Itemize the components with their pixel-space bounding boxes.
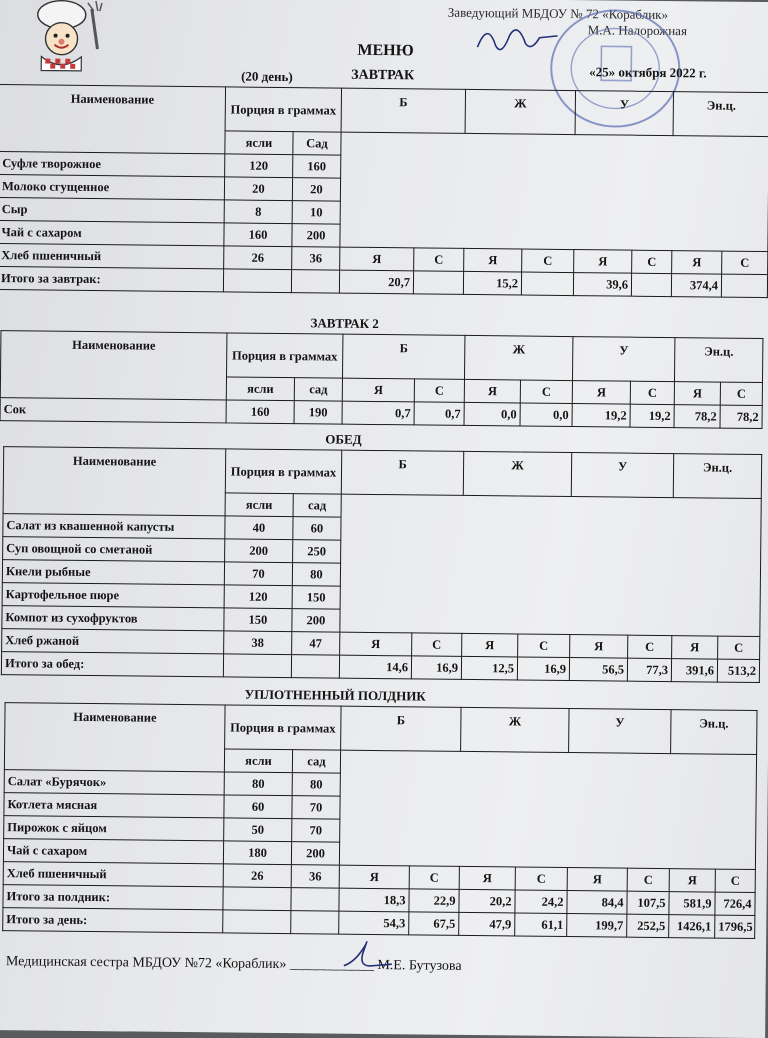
breakfast-table [0,84,768,298]
col-header-garden: сад [293,494,341,518]
total-value: 513,2 [717,659,759,682]
nursery-portion: 26 [224,246,292,270]
sub-header-nursery: Я [464,248,522,272]
col-header-portion: Порция в граммах [225,449,341,494]
sub-header-garden: С [522,249,574,273]
day-total-value: 1426,1 [669,915,715,938]
blank-area [340,494,761,636]
col-header-carbs: У [575,91,673,136]
garden-portion: 80 [292,563,340,587]
day-total-value: 61,1 [515,913,567,937]
total-value: 726,4 [715,892,755,915]
col-header-protein: Б [341,450,463,495]
total-label: Итого за завтрак: [0,267,224,292]
nurse-name: М.Е. Бутузова [377,958,462,974]
col-header-garden: сад [292,750,340,774]
lunch-title: ОБЕД [325,431,362,447]
blank-area [339,750,756,869]
col-header-fat: Ж [463,451,571,496]
day-total-value: 1796,5 [715,915,755,938]
col-header-carbs: У [569,709,671,754]
col-header-fat: Ж [461,707,569,752]
nutrient-value: 19,2 [630,404,674,427]
dish-name: Компот из сухофруктов [2,606,224,631]
nutrient-value: 78,2 [720,405,762,428]
sub-header-garden: С [628,635,672,658]
sub-header-garden: С [715,869,755,892]
total-value [631,273,671,296]
sub-header-garden: С [720,382,762,405]
nursery-portion: 8 [224,200,292,224]
col-header-portion: Порция в граммах [225,705,341,750]
garden-portion: 47 [292,632,340,656]
snack-table [2,702,757,939]
dish-name: Хлеб пшеничный [3,862,223,887]
nursery-portion: 200 [225,539,293,563]
total-value: 581,9 [669,892,715,915]
col-header-nursery: ясли [224,749,292,773]
total-label: Итого за обед: [1,652,223,677]
nursery-portion: 120 [225,154,293,178]
total-value: 12,5 [461,656,517,680]
col-header-portion: Порция в граммах [225,87,341,132]
garden-portion: 200 [292,609,340,633]
nursery-portion: 60 [224,795,292,819]
dish-name: Хлеб пшеничный [0,244,224,269]
nursery-portion: 40 [225,516,293,540]
sub-header-garden: С [412,633,462,657]
col-header-energy: Эн.ц. [673,454,761,499]
day-total-value: 252,5 [627,914,669,937]
total-value: 14,6 [339,655,411,679]
sub-header-nursery: Я [672,251,722,275]
total-value: 16,9 [517,657,569,681]
col-header-carbs: У [573,337,675,382]
total-value: 15,2 [463,271,521,295]
chef-logo-icon [21,0,112,73]
col-header-name: Наименование [0,331,227,400]
dish-name: Котлета мясная [4,793,224,818]
col-header-garden: Сад [293,132,341,156]
col-header-protein: Б [341,706,461,751]
sub-header-nursery: Я [459,866,515,890]
nursery-portion: 50 [224,818,292,842]
total-value: 16,9 [411,656,461,680]
garden-portion: 150 [292,586,340,610]
dish-name: Суп овощной со сметаной [3,537,225,562]
col-header-nursery: ясли [225,493,293,517]
dish-name: Кнели рыбные [2,560,224,585]
nursery-portion: 20 [224,177,292,201]
sub-header-garden: С [520,380,572,404]
approver-name: М.А. Налорожная [587,22,688,39]
blank-area [340,132,768,251]
dish-name: Сыр [0,198,224,223]
sub-header-garden: С [414,248,464,272]
sub-header-garden: С [632,250,672,273]
nutrient-value: 0,7 [414,402,464,426]
nursery-portion: 150 [224,608,292,632]
col-header-fat: Ж [465,335,573,380]
lunch-table [1,446,762,683]
col-header-name: Наименование [3,447,226,516]
total-value: 39,6 [573,273,631,297]
garden-portion: 200 [291,842,339,866]
col-header-protein: Б [343,334,465,379]
garden-portion: 36 [291,865,339,889]
dish-name: Суфле творожное [0,152,225,177]
col-header-name: Наименование [4,703,225,772]
sub-header-nursery: Я [570,635,628,659]
sub-header-nursery: Я [574,250,632,274]
day-label: (20 день) [241,68,293,85]
col-header-portion: Порция в граммах [227,333,343,378]
day-total-label: Итого за день: [3,908,223,933]
day-total-value: 199,7 [567,914,627,938]
sub-header-nursery: Я [669,869,715,892]
nursery-portion: 38 [224,631,292,655]
sub-header-nursery: Я [672,636,718,659]
total-value: 391,6 [671,659,717,682]
nutrient-value: 19,2 [572,404,630,428]
sub-header-nursery: Я [464,379,520,403]
nurse-title: Медицинская сестра МБДОУ №72 «Кораблик» [5,954,287,973]
approver-title: Заведующий МБДОУ № 72 «Кораблик» [447,4,669,23]
dish-name: Чай с сахаром [0,221,224,246]
nursery-portion: 80 [224,772,292,796]
nutrient-value: 0,0 [464,402,520,426]
sub-header-garden: С [414,379,464,403]
total-label: Итого за полдник: [3,885,223,910]
total-value: 20,2 [459,889,515,913]
total-value: 22,9 [409,889,459,913]
sub-header-garden: С [518,634,570,658]
menu-title: МЕНЮ [357,41,414,60]
col-header-energy: Эн.ц. [675,338,763,383]
total-value: 56,5 [569,658,627,682]
dish-name: Сок [0,398,226,423]
col-header-name: Наименование [0,85,226,154]
signature-underline: ____________ [289,957,374,974]
nutrient-value: 0,7 [342,401,414,425]
sub-header-nursery: Я [340,632,412,656]
dish-name: Хлеб ржаной [2,629,224,654]
garden-portion: 70 [292,819,340,843]
col-header-protein: Б [341,88,465,133]
sub-header-nursery: Я [572,381,630,405]
garden-portion: 80 [292,773,340,797]
snack-title: УПЛОТНЕННЫЙ ПОЛДНИК [244,686,426,704]
total-value: 374,4 [671,274,721,298]
nutrient-value: 0,0 [520,403,572,427]
sub-header-garden: С [515,867,567,891]
garden-portion: 10 [292,201,340,225]
nursery-portion: 160 [226,400,294,424]
nursery-portion: 180 [223,841,291,865]
col-header-nursery: ясли [225,131,293,155]
sub-header-garden: С [627,868,669,891]
sub-header-garden: С [409,866,459,890]
col-header-energy: Эн.ц. [671,710,757,755]
col-header-fat: Ж [465,89,575,134]
dish-name: Салат «Бурячок» [4,770,224,795]
dish-name: Пирожок с яйцом [4,816,224,841]
dish-name: Чай с сахаром [3,839,223,864]
col-header-energy: Эн.ц. [673,92,768,137]
col-header-carbs: У [571,453,673,498]
sub-header-nursery: Я [339,865,409,889]
total-value: 84,4 [567,891,627,915]
nurse-signature [336,936,396,973]
sub-header-garden: С [630,381,674,404]
day-total-value: 67,5 [409,912,459,936]
garden-portion: 160 [293,155,341,179]
total-value: 77,3 [627,658,671,681]
sub-header-nursery: Я [342,378,414,402]
sub-header-nursery: Я [567,868,627,892]
col-header-garden: сад [294,378,342,402]
nursery-portion: 120 [224,585,292,609]
col-header-nursery: ясли [226,377,294,401]
breakfast-title: ЗАВТРАК [351,67,415,84]
garden-portion: 60 [293,517,341,541]
sub-header-garden: С [722,251,768,274]
day-total-value: 54,3 [339,911,409,935]
day-total-value: 47,9 [459,912,515,936]
sub-header-nursery: Я [674,382,720,405]
sub-header-garden: С [718,636,760,659]
sub-header-nursery: Я [340,247,414,271]
total-value: 24,2 [515,890,567,914]
menu-date: «25» октября 2022 г. [589,64,707,81]
nutrient-value: 78,2 [674,405,720,428]
dish-name: Молоко сгущенное [0,175,225,200]
garden-portion: 250 [293,540,341,564]
garden-portion: 70 [292,796,340,820]
total-value: 107,5 [627,891,669,914]
total-value: 18,3 [339,888,409,912]
nursery-portion: 26 [223,864,291,888]
breakfast2-table [0,330,763,429]
garden-portion: 190 [294,401,342,425]
dish-name: Салат из квашенной капусты [3,514,225,539]
total-value [521,272,573,296]
garden-portion: 20 [292,178,340,202]
total-value [721,274,767,297]
garden-portion: 36 [292,247,340,271]
garden-portion: 200 [292,224,340,248]
nursery-portion: 160 [224,223,292,247]
total-value: 20,7 [339,270,413,294]
dish-name: Картофельное пюре [2,583,224,608]
total-value [413,271,463,295]
sub-header-nursery: Я [462,633,518,657]
nursery-portion: 70 [224,562,292,586]
breakfast2-title: ЗАВТРАК 2 [310,315,379,332]
